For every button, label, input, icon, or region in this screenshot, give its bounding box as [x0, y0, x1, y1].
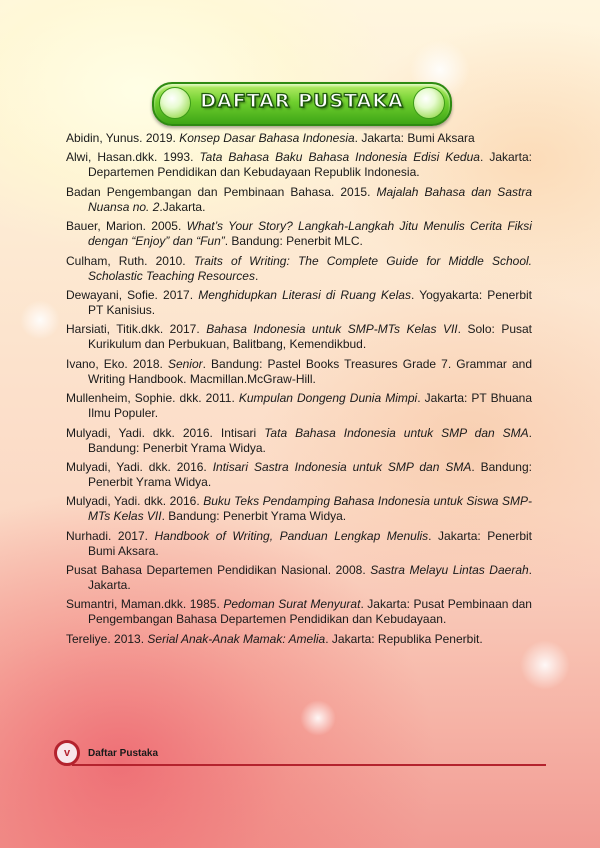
reference-entry — [66, 426, 532, 456]
reference-publisher: . Jakarta: Republika Penerbit. — [325, 631, 483, 646]
reference-list — [66, 131, 532, 651]
reference-entry — [66, 460, 532, 490]
reference-entry — [66, 185, 532, 215]
reference-entry — [66, 597, 532, 627]
reference-author-year: Mulyadi, Yadi. dkk. 2016. — [66, 494, 204, 509]
reference-publisher: . Jakarta. — [88, 563, 533, 593]
reference-author-year: Pusat Bahasa Departemen Pendidikan Nasional. 2008. — [66, 563, 371, 578]
reference-publisher: . Jakarta: Penerbit Bumi Aksara. — [88, 528, 532, 558]
reference-author-year: Mullenheim, Sophie. dkk. 2011. — [66, 391, 239, 406]
reference-author-year: Sumantri, Maman.dkk. 1985. — [66, 597, 224, 612]
reference-title: Sastra Melayu Lintas Daerah — [370, 563, 529, 578]
reference-author-year: Alwi, Hasan.dkk. 1993. — [66, 150, 200, 165]
reference-title: Serial Anak-Anak Mamak: Amelia — [147, 631, 326, 646]
reference-author-year: Bauer, Marion. 2005. — [66, 219, 187, 234]
reference-author-year: Nurhadi. 2017. — [66, 528, 155, 543]
banner-right-knob-icon — [413, 87, 445, 119]
reference-title: Senior — [167, 356, 203, 371]
reference-entry — [66, 529, 532, 559]
reference-title: What’s Your Story? Langkah-Langkah Jitu Menulis Cerita Fiksi dengan “Enjoy” dan “Fun” — [88, 219, 532, 249]
reference-author-year: Mulyadi, Yadi. dkk. 2016. — [66, 459, 213, 474]
reference-publisher: . Yogyakarta: Penerbit PT Kanisius. — [88, 287, 533, 317]
reference-title: Bahasa Indonesia untuk SMP-MTs Kelas VII — [206, 322, 458, 337]
reference-author-year: Dewayani, Sofie. 2017. — [66, 287, 199, 302]
background-sparkle — [300, 700, 336, 736]
reference-entry — [66, 391, 532, 421]
reference-entry — [66, 288, 532, 318]
reference-publisher: . Bandung: Penerbit Yrama Widya. — [88, 459, 532, 489]
reference-publisher: . Jakarta: Bumi Aksara — [354, 131, 475, 145]
reference-author-year: Tereliye. 2013. — [66, 631, 148, 646]
reference-title: Konsep Dasar Bahasa Indonesia — [179, 131, 355, 145]
reference-publisher: . Bandung: Penerbit Yrama Widya. — [161, 509, 347, 524]
reference-entry — [66, 150, 532, 180]
reference-title: Handbook of Writing, Panduan Lengkap Menulis — [154, 528, 429, 543]
reference-author-year: Ivano, Eko. 2018. — [66, 356, 168, 371]
reference-publisher: . — [254, 268, 259, 283]
reference-author-year: Badan Pengembangan dan Pembinaan Bahasa. 2015. — [66, 184, 377, 199]
reference-publisher: . Bandung: Penerbit MLC. — [224, 234, 363, 249]
reference-title: Tata Bahasa Baku Bahasa Indonesia Edisi Kedua — [199, 150, 480, 165]
reference-entry — [66, 254, 532, 284]
reference-publisher: . Bandung: Penerbit Yrama Widya. — [88, 425, 532, 455]
title-banner — [152, 82, 452, 126]
reference-publisher: . Jakarta: Departemen Pendidikan dan Kebudayaan Republik Indonesia. — [88, 150, 533, 180]
reference-publisher: . Bandung: Pastel Books Treasures Grade 7. Grammar and Writing Handbook. Macmillan.McGraw-Hill. — [88, 356, 532, 386]
footer-divider — [72, 764, 546, 766]
reference-entry — [66, 357, 532, 387]
footer-section-label: Daftar Pustaka — [88, 748, 159, 759]
page-title: DAFTAR PUSTAKA — [200, 90, 404, 112]
reference-author-year: Culham, Ruth. 2010. — [66, 253, 194, 268]
reference-entry — [66, 563, 532, 593]
page-number-badge: v — [54, 740, 80, 766]
reference-publisher: . Jakarta: PT Bhuana Ilmu Populer. — [88, 391, 532, 421]
reference-author-year: Abidin, Yunus. 2019. — [66, 131, 180, 145]
reference-title: Majalah Bahasa dan Sastra Nuansa no. 2 — [88, 184, 532, 214]
reference-entry — [66, 632, 532, 647]
reference-entry — [66, 219, 532, 249]
background-sparkle — [20, 300, 60, 340]
reference-publisher: . Jakarta: Pusat Pembinaan dan Pengembangan Bahasa Departemen Pendidikan dan Kebudayaan. — [88, 597, 532, 627]
reference-title: Buku Teks Pendamping Bahasa Indonesia untuk Siswa SMP-MTs Kelas VII — [88, 494, 532, 524]
reference-title: Pedoman Surat Menyurat — [223, 597, 361, 612]
reference-entry — [66, 322, 532, 352]
reference-publisher: . Solo: Pusat Kurikulum dan Perbukuan, Balitbang, Kemendikbud. — [88, 322, 533, 352]
reference-entry — [66, 131, 532, 146]
reference-title: Traits of Writing: The Complete Guide for Middle School. Scholastic Teaching Resources — [88, 253, 532, 283]
reference-author-year: Mulyadi, Yadi. dkk. 2016. Intisari — [66, 425, 265, 440]
reference-entry — [66, 494, 532, 524]
reference-publisher: .Jakarta. — [159, 199, 206, 214]
reference-title: Tata Bahasa Indonesia untuk SMP dan SMA — [264, 425, 529, 440]
reference-title: Menghidupkan Literasi di Ruang Kelas — [198, 287, 411, 302]
reference-title: Intisari Sastra Indonesia untuk SMP dan SMA — [212, 459, 472, 474]
reference-author-year: Harsiati, Titik.dkk. 2017. — [66, 322, 207, 337]
reference-title: Kumpulan Dongeng Dunia Mimpi — [238, 391, 418, 406]
